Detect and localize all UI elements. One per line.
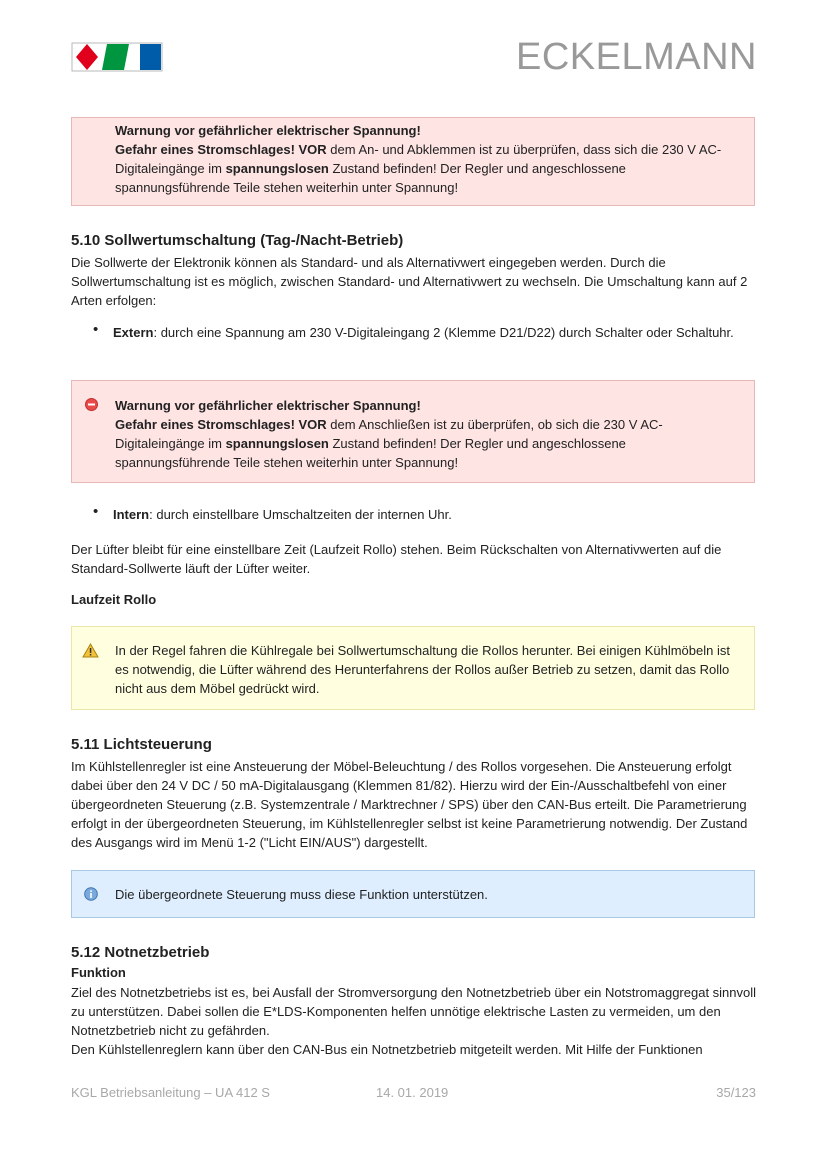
warning-title: Warnung vor gefährlicher elektrischer Spannung!: [115, 398, 421, 413]
warning-body: [115, 140, 734, 197]
warning-body: [115, 415, 734, 472]
bullet-intern-text: : durch einstellbare Umschaltzeiten der internen Uhr.: [149, 507, 452, 522]
section-heading-5-11: 5.11 Lichtsteuerung: [71, 736, 212, 753]
stop-icon: [85, 398, 98, 411]
caution-text: In der Regel fahren die Kühlregale bei Sollwertumschaltung die Rollos herunter. Bei einigen Kühlmöbeln ist es notwendig, die Lüfter während des Herunterfahrens der Rollos außer Betrieb zu setzen, damit das Rollo nicht aus dem Möbel gedrückt wird.: [115, 643, 730, 696]
section-heading-5-10: 5.10 Sollwertumschaltung (Tag-/Nacht-Betrieb): [71, 232, 404, 249]
warning-box-top: [71, 117, 755, 206]
warning-bold-lead: Gefahr eines Stromschlages! VOR: [115, 142, 327, 157]
section-5-11-text: Im Kühlstellenregler ist eine Ansteuerung der Möbel-Beleuchtung / des Rollos vorgesehen. Die Ansteuerung erfolgt dabei über den 24 V DC / 50 mA-Digitalausgang (Klemmen 81/82). Hierzu wird der Ein-/Ausschaltbefehl von einer übergeordneten Steuerung (z.B. Systemzentrale / Marktrechner / SPS) über den CAN-Bus erteilt. Die Parametrierung erfolgt in der übergeordneten Steuerung, im Kühlstellenregler selbst ist keine Parametrierung notwendig. Der Zustand des Ausgangs wird im Menü 1-2 ("Licht EIN/AUS") dargestellt.: [71, 759, 748, 850]
caution-triangle-icon: [82, 643, 99, 658]
section-5-10-after: Der Lüfter bleibt für eine einstellbare Zeit (Laufzeit Rollo) stehen. Beim Rückschalten von Alternativwerten auf die Standard-Sollwerte läuft der Lüfter weiter.: [71, 542, 722, 576]
bullet-intern: [113, 505, 743, 524]
warning-text-2: Zustand befinden! Der Regler und angeschlossene spannungsführende Teile stehen weiterhin unter Spannung!: [115, 436, 626, 470]
footer-page-number: 35/123: [716, 1085, 756, 1100]
bullet-dot: •: [93, 321, 99, 338]
warning-text-2: Zustand befinden! Der Regler und angeschlossene spannungsführende Teile stehen weiterhin unter Spannung!: [115, 161, 626, 195]
warning-bold-mid: spannungslosen: [225, 436, 329, 451]
warning-title: Warnung vor gefährlicher elektrischer Spannung!: [115, 123, 421, 138]
section-5-10-intro: Die Sollwerte der Elektronik können als Standard- und als Alternativwert eingegeben werden. Durch die Sollwertumschaltung ist es möglich, zwischen Standard- und Alternativwert zu wechseln. Die Umschaltung kann auf 2 Arten erfolgen:: [71, 255, 748, 308]
info-text: Die übergeordnete Steuerung muss diese Funktion unterstützen.: [115, 887, 488, 902]
bullet-intern-label: Intern: [113, 507, 150, 522]
section-5-12-text: Ziel des Notnetzbetriebs ist es, bei Ausfall der Stromversorgung den Notnetzbetrieb über ein Notstromaggregat sinnvoll zu unterstützen. Dabei sollen die E*LDS-Komponenten helfen unnötige elektrische Lasten zu vermeiden, um den Notnetzbetrieb nicht zu gefährden.: [71, 985, 757, 1038]
brand-name: ECKELMANN: [516, 36, 757, 78]
warning-bold-mid: spannungslosen: [225, 161, 329, 176]
warning-text-1: dem Anschließen ist zu überprüfen, ob sich die 230 V AC-Digitaleingänge im: [115, 417, 663, 451]
section-5-12-text-2: Den Kühlstellenreglern kann über den CAN-Bus ein Notnetzbetrieb mitgeteilt werden. Mit Hilfe der Funktionen: [71, 1042, 703, 1057]
warning-bold-lead: Gefahr eines Stromschlages! VOR: [115, 417, 327, 432]
info-box: [71, 870, 755, 918]
sub-heading-laufzeit-rollo: Laufzeit Rollo: [71, 592, 157, 607]
bullet-extern-text: : durch eine Spannung am 230 V-Digitaleingang 2 (Klemme D21/D22) durch Schalter oder Schaltuhr.: [153, 325, 734, 340]
bullet-extern-label: Extern: [113, 325, 154, 340]
eckelmann-logo-mark: [71, 41, 163, 73]
bullet-extern: [113, 323, 743, 342]
bullet-dot: •: [93, 503, 99, 520]
footer-date: 14. 01. 2019: [376, 1085, 449, 1100]
footer-document-title: KGL Betriebsanleitung – UA 412 S: [71, 1085, 270, 1100]
warning-box-5-10: [71, 380, 755, 483]
section-heading-5-12: 5.12 Notnetzbetrieb: [71, 944, 210, 961]
info-icon: [84, 887, 98, 901]
caution-box: [71, 626, 755, 710]
sub-heading-funktion: Funktion: [71, 965, 126, 980]
warning-text-1: dem An- und Abklemmen ist zu überprüfen, dass sich die 230 V AC-Digitaleingänge im: [115, 142, 722, 176]
